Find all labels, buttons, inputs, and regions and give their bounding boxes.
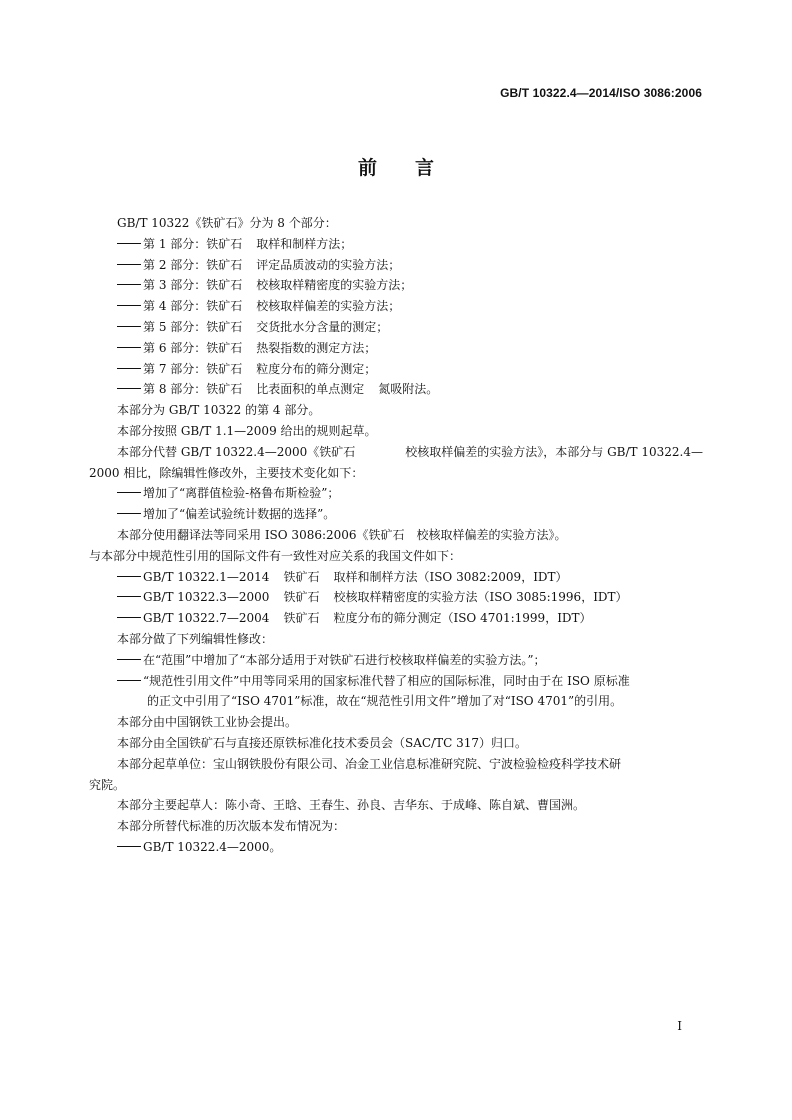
reference-desc: 校核取样精密度的实验方法（ISO 3085:1996，IDT） (333, 590, 628, 605)
reference-code: GB/T 10322.7—2004 (143, 611, 270, 626)
paragraph-line: 2000 相比，除编辑性修改外，主要技术变化如下： (89, 465, 364, 480)
part-list-item (89, 317, 703, 338)
paragraph-line: 本部分起草单位：宝山钢铁股份有限公司、冶金工业信息标准研究院、宁波检验检疫科学技术研 (117, 756, 622, 771)
dash-mark (117, 388, 141, 389)
part-list-item (89, 379, 703, 400)
change-text: 增加了“偏差试验统计数据的选择”。 (143, 507, 336, 522)
paragraph-line: 本部分由全国铁矿石与直接还原铁标准化技术委员会（SAC/TC 317）归口。 (117, 735, 528, 750)
part-list-item (89, 234, 703, 255)
part-name: 校核取样偏差的实验方法； (256, 299, 401, 314)
dash-mark (117, 326, 141, 327)
edit-text: “规范性引用文件”中用等同采用的国家标准代替了相应的国际标准，同时由于在 ISO 原标准 (143, 673, 630, 688)
reference-title: 铁矿石 (283, 569, 320, 584)
reference-title: 铁矿石 (283, 611, 320, 626)
dash-mark (117, 305, 141, 306)
part-list-item (89, 296, 703, 317)
part-list-item (89, 359, 703, 380)
paragraph-line: 的正文中引用了“ISO 4701”标准，故在“规范性引用文件”增加了对“ISO 4701”的引用。 (147, 694, 623, 709)
part-label: 第 4 部分：铁矿石 (143, 299, 243, 314)
part-name: 评定品质波动的实验方法； (256, 257, 401, 272)
part-list-item (89, 255, 703, 276)
change-list-item (89, 483, 703, 504)
part-name: 取样和制样方法； (256, 236, 353, 251)
dash-mark (117, 284, 141, 285)
history-text: GB/T 10322.4—2000。 (143, 839, 282, 854)
part-name: 比表面积的单点测定 (256, 382, 365, 397)
part-name-secondary: 氮吸附法。 (378, 382, 439, 397)
dash-mark (117, 596, 141, 597)
dash-mark (117, 264, 141, 265)
part-name: 粒度分布的筛分测定； (256, 361, 377, 376)
part-label: 第 3 部分：铁矿石 (143, 278, 243, 293)
dash-mark (117, 617, 141, 618)
paragraph-line: 本部分按照 GB/T 1.1—2009 给出的规则起草。 (117, 423, 377, 438)
reference-code: GB/T 10322.3—2000 (143, 590, 270, 605)
edit-text: 在“范围”中增加了“本部分适用于对铁矿石进行校核取样偏差的实验方法。”； (143, 652, 546, 667)
dash-mark (117, 846, 141, 847)
reference-list-item (89, 608, 703, 629)
change-list-item (89, 504, 703, 525)
reference-code: GB/T 10322.1—2014 (143, 569, 270, 584)
part-list-item (89, 338, 703, 359)
part-label: 第 5 部分：铁矿石 (143, 319, 243, 334)
foreword-body (89, 213, 703, 858)
reference-desc: 取样和制样方法（ISO 3082:2009，IDT） (333, 569, 568, 584)
dash-mark (117, 659, 141, 660)
part-name: 交货批水分含量的测定； (256, 319, 389, 334)
paragraph-line: 本部分由中国钢铁工业协会提出。 (117, 715, 298, 730)
standard-code-header: GB/T 10322.4—2014/ISO 3086:2006 (500, 86, 702, 100)
reference-list-item (89, 587, 703, 608)
page-number: I (677, 1019, 682, 1033)
change-text: 增加了“离群值检验-格鲁布斯检验”； (143, 486, 340, 501)
paragraph-line: 本部分所替代标准的历次版本发布情况为： (117, 819, 346, 834)
part-label: 第 8 部分：铁矿石 (143, 382, 243, 397)
paragraph-line: 本部分主要起草人：陈小奇、王晗、王春生、孙良、吉华东、于成峰、陈自斌、曹国洲。 (117, 798, 586, 813)
part-list-item (89, 275, 703, 296)
reference-desc: 粒度分布的筛分测定（ISO 4701:1999，IDT） (333, 611, 592, 626)
dash-mark (117, 492, 141, 493)
paragraph-line: 本部分使用翻译法等同采用 ISO 3086:2006《铁矿石 校核取样偏差的实验方法》。 (117, 527, 567, 542)
part-label: 第 2 部分：铁矿石 (143, 257, 243, 272)
history-list-item (89, 837, 703, 858)
part-label: 第 1 部分：铁矿石 (143, 236, 243, 251)
edit-list-item (89, 650, 703, 671)
dash-mark (117, 576, 141, 577)
dash-mark (117, 243, 141, 244)
page-title: 前言 (357, 157, 472, 179)
paragraph-line: 与本部分中规范性引用的国际文件有一致性对应关系的我国文件如下： (89, 548, 462, 563)
paragraph-line: 本部分为 GB/T 10322 的第 4 部分。 (117, 403, 321, 418)
replacement-text-a: 本部分代替 GB/T 10322.4—2000《铁矿石 (117, 444, 356, 459)
paragraph-line (89, 442, 703, 463)
paragraph-line: 究院。 (89, 777, 126, 792)
dash-mark (117, 347, 141, 348)
part-name: 热裂指数的测定方法； (256, 340, 377, 355)
part-name: 校核取样精密度的实验方法； (256, 278, 413, 293)
edit-list-item (89, 671, 703, 692)
part-label: 第 6 部分：铁矿石 (143, 340, 243, 355)
paragraph-line: GB/T 10322《铁矿石》分为 8 个部分： (117, 216, 337, 230)
reference-title: 铁矿石 (283, 590, 320, 605)
replacement-text-b: 校核取样偏差的实验方法》，本部分与 GB/T 10322.4— (405, 444, 703, 459)
paragraph-line: 本部分做了下列编辑性修改： (117, 631, 274, 646)
reference-list-item (89, 567, 703, 588)
dash-mark (117, 680, 141, 681)
dash-mark (117, 368, 141, 369)
dash-mark (117, 513, 141, 514)
part-label: 第 7 部分：铁矿石 (143, 361, 243, 376)
